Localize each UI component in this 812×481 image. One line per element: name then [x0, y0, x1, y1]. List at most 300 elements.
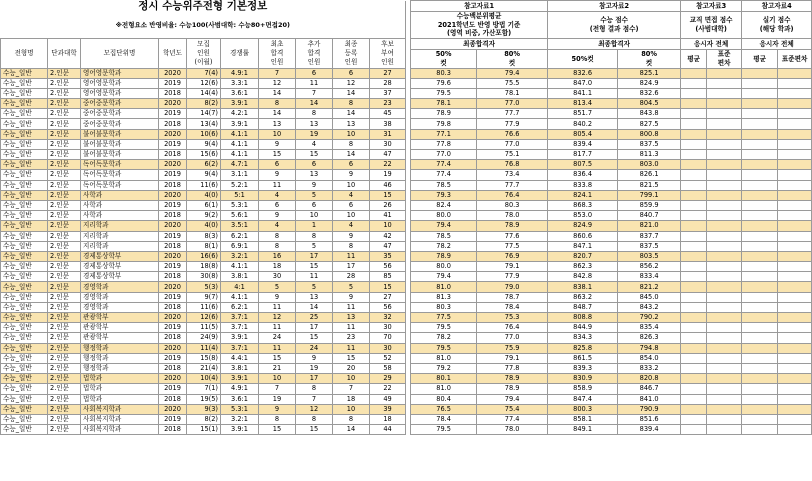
table-cell: 15 [296, 150, 333, 160]
table-cell: 수능_일반 [1, 78, 48, 88]
table-cell: 47 [370, 241, 406, 251]
table-cell: 2.인문 [48, 139, 81, 149]
table-cell: 6 [296, 200, 333, 210]
table-cell-empty [707, 160, 742, 170]
table-cell-empty [707, 394, 742, 404]
table-cell: 지리학과 [81, 231, 159, 241]
table-cell-empty [778, 129, 812, 139]
table-cell-empty [778, 333, 812, 343]
table-cell: 843.8 [618, 109, 681, 119]
table-cell: 827.5 [618, 119, 681, 129]
table-cell-empty [742, 231, 778, 241]
table-cell: 수능_일반 [1, 404, 48, 414]
table-cell: 77.0 [477, 99, 548, 109]
table-cell: 77.8 [477, 363, 548, 373]
table-cell: 6 [296, 160, 333, 170]
table-cell-empty [681, 425, 707, 435]
table-cell-empty [778, 211, 812, 221]
table-cell-empty [707, 129, 742, 139]
table-cell: 811.3 [618, 150, 681, 160]
table-cell-empty [742, 282, 778, 292]
table-cell-empty [742, 170, 778, 180]
table-cell: 8(3) [187, 231, 221, 241]
table-cell: 800.8 [618, 129, 681, 139]
table-cell: 77.4 [411, 170, 477, 180]
table-cell: 3.6:1 [221, 88, 259, 98]
table-cell: 수능_일반 [1, 384, 48, 394]
table-cell: 4.2:1 [221, 109, 259, 119]
ref4-desc [742, 12, 812, 39]
table-cell: 82.4 [411, 200, 477, 210]
table-row [1, 221, 812, 231]
table-cell: 77.4 [411, 160, 477, 170]
ref4-desc2: (해당 학과) [759, 24, 794, 33]
table-cell: 847.1 [548, 241, 618, 251]
table-cell: 79.1 [477, 262, 548, 272]
table-cell: 11 [333, 302, 370, 312]
table-cell-empty [778, 343, 812, 353]
table-cell: 860.6 [548, 231, 618, 241]
table-cell: 2.인문 [48, 363, 81, 373]
table-cell: 42 [370, 231, 406, 241]
table-cell: 813.4 [548, 99, 618, 109]
table-cell: 848.7 [548, 302, 618, 312]
table-cell: 81.0 [411, 384, 477, 394]
table-cell: 839.4 [618, 425, 681, 435]
table-cell: 9 [296, 180, 333, 190]
table-cell-empty [681, 170, 707, 180]
table-cell: 수능_일반 [1, 251, 48, 261]
hdr-type: 전형명 [1, 38, 48, 68]
table-cell: 77.4 [477, 414, 548, 424]
table-cell: 847.0 [548, 78, 618, 88]
table-row [1, 88, 812, 98]
table-cell: 5 [259, 282, 296, 292]
table-cell: 2.인문 [48, 272, 81, 282]
table-cell: 77.9 [477, 119, 548, 129]
table-cell: 5.6:1 [221, 211, 259, 221]
table-cell: 79.3 [411, 190, 477, 200]
table-cell: 858.1 [548, 414, 618, 424]
table-row [1, 384, 812, 394]
table-cell: 49 [370, 394, 406, 404]
table-cell: 78.9 [477, 374, 548, 384]
table-cell: 800.3 [548, 404, 618, 414]
table-cell: 11 [333, 343, 370, 353]
table-cell: 6(2) [187, 160, 221, 170]
ref2-label: 참고자료2 [548, 1, 681, 12]
table-cell: 9 [333, 231, 370, 241]
table-cell: 4:1 [221, 282, 259, 292]
ref1-label: 참고자료1 [411, 1, 548, 12]
table-cell: 9 [259, 404, 296, 414]
table-cell-empty [707, 139, 742, 149]
table-cell: 4 [333, 190, 370, 200]
table-cell-empty [742, 68, 778, 78]
table-cell: 2019 [159, 414, 187, 424]
table-cell: 9 [259, 139, 296, 149]
table-cell-empty [778, 88, 812, 98]
table-cell: 18(8) [187, 262, 221, 272]
table-cell: 81.3 [411, 292, 477, 302]
table-cell: 79.1 [477, 353, 548, 363]
table-cell: 사학과 [81, 200, 159, 210]
ref1-c2: 80% 컷 [477, 49, 548, 68]
ref1-desc3: (영역 비중, 가산포함) [447, 29, 512, 37]
table-cell: 2.인문 [48, 262, 81, 272]
table-cell: 6 [296, 68, 333, 78]
hdr-wait: 후보 부여 인원 [370, 38, 406, 68]
table-cell: 2018 [159, 363, 187, 373]
table-cell: 23 [333, 333, 370, 343]
table-cell: 2020 [159, 99, 187, 109]
table-cell: 8(2) [187, 414, 221, 424]
table-cell: 17 [296, 251, 333, 261]
table-cell: 820.7 [548, 251, 618, 261]
table-cell: 수능_일반 [1, 363, 48, 373]
table-cell: 58 [370, 363, 406, 373]
table-cell: 10 [296, 211, 333, 221]
table-cell: 81.0 [411, 353, 477, 363]
table-cell: 56 [370, 302, 406, 312]
table-cell: 8 [333, 99, 370, 109]
table-cell: 77.6 [477, 231, 548, 241]
table-cell: 2020 [159, 68, 187, 78]
table-cell: 75.1 [477, 150, 548, 160]
table-cell: 2019 [159, 78, 187, 88]
table-row [1, 180, 812, 190]
table-cell: 75.3 [477, 313, 548, 323]
table-cell: 2.인문 [48, 231, 81, 241]
table-cell: 2018 [159, 241, 187, 251]
table-cell: 28 [333, 272, 370, 282]
table-cell: 3.9:1 [221, 425, 259, 435]
table-cell: 11 [259, 323, 296, 333]
table-cell: 16 [259, 251, 296, 261]
table-cell: 수능_일반 [1, 99, 48, 109]
table-cell: 15(1) [187, 425, 221, 435]
table-cell: 804.5 [618, 99, 681, 109]
table-cell: 2018 [159, 302, 187, 312]
table-cell: 중어중문학과 [81, 109, 159, 119]
table-row [1, 170, 812, 180]
table-cell: 2018 [159, 119, 187, 129]
table-cell: 8 [333, 241, 370, 251]
table-cell: 수능_일반 [1, 211, 48, 221]
table-cell-empty [681, 68, 707, 78]
table-cell: 8 [259, 99, 296, 109]
table-cell: 4 [333, 221, 370, 231]
table-cell: 79.4 [477, 394, 548, 404]
table-cell: 11 [259, 180, 296, 190]
table-cell: 79.6 [411, 78, 477, 88]
table-cell: 13 [333, 313, 370, 323]
table-cell: 14 [259, 109, 296, 119]
table-cell: 2.인문 [48, 333, 81, 343]
table-cell: 2.인문 [48, 384, 81, 394]
table-cell-empty [681, 190, 707, 200]
table-cell-empty [681, 414, 707, 424]
table-cell: 833.8 [548, 180, 618, 190]
table-cell-empty [742, 139, 778, 149]
table-cell: 79.5 [411, 425, 477, 435]
table-cell: 858.9 [548, 384, 618, 394]
table-cell: 14(7) [187, 109, 221, 119]
table-cell: 10 [370, 221, 406, 231]
table-cell-empty [681, 404, 707, 414]
table-cell-empty [707, 313, 742, 323]
table-cell: 2018 [159, 272, 187, 282]
table-cell-empty [681, 323, 707, 333]
table-cell: 수능_일반 [1, 394, 48, 404]
table-cell: 18 [370, 414, 406, 424]
table-row [1, 211, 812, 221]
table-cell-empty [778, 302, 812, 312]
table-cell: 14 [333, 150, 370, 160]
table-cell: 수능_일반 [1, 425, 48, 435]
table-cell: 861.5 [548, 353, 618, 363]
table-cell-empty [681, 262, 707, 272]
hdr-final: 최종 등록 인원 [333, 38, 370, 68]
table-cell: 9(4) [187, 170, 221, 180]
table-cell-empty [742, 302, 778, 312]
table-cell: 10 [259, 374, 296, 384]
table-cell-empty [778, 150, 812, 160]
table-cell: 824.1 [548, 190, 618, 200]
table-cell: 2.인문 [48, 170, 81, 180]
table-cell: 수능_일반 [1, 231, 48, 241]
table-cell-empty [778, 241, 812, 251]
table-cell-empty [681, 88, 707, 98]
table-cell: 80.4 [411, 394, 477, 404]
table-cell: 8 [259, 231, 296, 241]
table-cell-empty [778, 170, 812, 180]
table-cell: 2.인문 [48, 425, 81, 435]
table-cell: 5.3:1 [221, 404, 259, 414]
table-cell-empty [778, 353, 812, 363]
table-cell: 사회복지학과 [81, 404, 159, 414]
table-cell: 수능_일반 [1, 190, 48, 200]
table-row [1, 190, 812, 200]
table-cell: 76.8 [477, 160, 548, 170]
table-cell-empty [681, 374, 707, 384]
table-cell: 4 [296, 139, 333, 149]
table-cell: 4(0) [187, 190, 221, 200]
table-cell: 826.3 [618, 333, 681, 343]
table-cell: 15 [296, 425, 333, 435]
table-cell: 47 [370, 150, 406, 160]
table-row [1, 119, 812, 129]
table-cell: 10 [259, 129, 296, 139]
table-cell: 10(6) [187, 129, 221, 139]
table-cell: 846.7 [618, 384, 681, 394]
table-cell: 4.9:1 [221, 384, 259, 394]
table-cell-empty [707, 282, 742, 292]
table-cell: 21 [259, 363, 296, 373]
table-cell: 4.1:1 [221, 129, 259, 139]
table-cell-empty [778, 109, 812, 119]
table-cell: 6.2:1 [221, 231, 259, 241]
table-cell: 11 [259, 343, 296, 353]
table-cell: 3.7:1 [221, 343, 259, 353]
table-cell: 독어독문학과 [81, 170, 159, 180]
table-cell: 78.9 [477, 384, 548, 394]
table-row [1, 241, 812, 251]
table-cell: 24(9) [187, 333, 221, 343]
table-cell: 2019 [159, 353, 187, 363]
table-cell: 73.4 [477, 170, 548, 180]
table-cell: 7 [259, 384, 296, 394]
ref1-desc2: 2021학년도 반영 방법 기준 [437, 20, 521, 29]
table-cell: 844.9 [548, 323, 618, 333]
table-cell: 행정학과 [81, 343, 159, 353]
table-cell: 3.7:1 [221, 313, 259, 323]
table-row [1, 425, 812, 435]
ref3-desc [681, 12, 742, 39]
table-cell: 2018 [159, 425, 187, 435]
table-cell: 79.5 [411, 323, 477, 333]
table-cell: 4.7:1 [221, 160, 259, 170]
table-cell: 78.0 [477, 211, 548, 221]
table-cell: 수능_일반 [1, 374, 48, 384]
table-cell: 14 [333, 425, 370, 435]
title-cell [1, 1, 406, 12]
table-cell: 2018 [159, 88, 187, 98]
table-cell: 9(2) [187, 211, 221, 221]
table-cell: 41 [370, 211, 406, 221]
table-cell: 19 [296, 129, 333, 139]
table-cell: 4.1:1 [221, 262, 259, 272]
table-cell: 7 [333, 384, 370, 394]
table-cell: 832.6 [618, 88, 681, 98]
ratio-note: ※전형요소 반영비율: 수능100(사범대학: 수능80+면접20) [1, 12, 406, 39]
table-cell: 2.인문 [48, 109, 81, 119]
table-cell: 2018 [159, 180, 187, 190]
table-cell: 834.3 [548, 333, 618, 343]
table-cell: 25 [296, 313, 333, 323]
table-cell: 13 [296, 292, 333, 302]
table-cell: 2.인문 [48, 68, 81, 78]
table-cell-empty [742, 313, 778, 323]
table-cell: 79.0 [477, 282, 548, 292]
table-cell-empty [707, 88, 742, 98]
table-cell-empty [707, 190, 742, 200]
table-cell: 80.0 [411, 211, 477, 221]
table-cell: 13 [296, 119, 333, 129]
table-cell-empty [707, 404, 742, 414]
table-cell: 22 [370, 384, 406, 394]
table-cell: 8(1) [187, 241, 221, 251]
table-cell-empty [778, 139, 812, 149]
table-cell: 856.2 [618, 262, 681, 272]
table-cell: 수능_일반 [1, 343, 48, 353]
table-row [1, 292, 812, 302]
table-cell: 46 [370, 180, 406, 190]
table-cell: 22 [370, 160, 406, 170]
table-cell: 수능_일반 [1, 150, 48, 160]
table-cell: 805.4 [548, 129, 618, 139]
table-cell: 30 [370, 323, 406, 333]
table-row [1, 272, 812, 282]
table-cell-empty [778, 99, 812, 109]
table-cell: 3.7:1 [221, 323, 259, 333]
table-cell: 2020 [159, 160, 187, 170]
table-cell: 수능_일반 [1, 292, 48, 302]
table-cell: 75.4 [477, 404, 548, 414]
table-cell-empty [681, 200, 707, 210]
table-cell: 수능_일반 [1, 282, 48, 292]
table-cell-empty [707, 99, 742, 109]
table-cell-empty [742, 221, 778, 231]
table-cell: 9 [333, 292, 370, 302]
table-cell-empty [778, 221, 812, 231]
table-cell: 15 [370, 190, 406, 200]
table-cell: 799.1 [618, 190, 681, 200]
table-cell: 2018 [159, 394, 187, 404]
table-cell: 12 [333, 78, 370, 88]
table-cell-empty [742, 292, 778, 302]
table-cell-empty [707, 333, 742, 343]
ref1-sub: 최종합격자 [411, 38, 548, 49]
table-row [1, 404, 812, 414]
table-cell-empty [778, 282, 812, 292]
table-cell: 80.3 [411, 68, 477, 78]
table-cell-empty [778, 180, 812, 190]
table-cell-empty [778, 251, 812, 261]
table-cell: 15 [296, 262, 333, 272]
table-cell: 15 [333, 353, 370, 363]
table-cell: 수능_일반 [1, 323, 48, 333]
table-cell: 841.0 [618, 394, 681, 404]
table-cell-empty [707, 150, 742, 160]
table-cell: 16(6) [187, 251, 221, 261]
table-cell-empty [681, 363, 707, 373]
table-cell: 12(6) [187, 313, 221, 323]
table-cell: 851.6 [618, 414, 681, 424]
table-cell: 837.7 [618, 231, 681, 241]
table-cell: 지리학과 [81, 241, 159, 251]
table-cell-empty [681, 394, 707, 404]
table-cell-empty [742, 160, 778, 170]
table-cell: 8 [296, 231, 333, 241]
table-cell: 3.8:1 [221, 363, 259, 373]
table-cell: 4 [259, 190, 296, 200]
table-cell: 15 [370, 282, 406, 292]
table-cell: 790.2 [618, 313, 681, 323]
table-cell: 3.9:1 [221, 374, 259, 384]
table-cell: 2.인문 [48, 404, 81, 414]
table-cell: 24 [296, 343, 333, 353]
table-cell-empty [681, 272, 707, 282]
table-cell: 영어영문학과 [81, 78, 159, 88]
table-cell: 3.5:1 [221, 221, 259, 231]
table-cell: 수능_일반 [1, 221, 48, 231]
table-cell: 2.인문 [48, 251, 81, 261]
table-cell: 841.1 [548, 88, 618, 98]
table-cell: 5 [296, 282, 333, 292]
table-cell: 78.9 [411, 251, 477, 261]
table-cell: 2019 [159, 323, 187, 333]
ref4-c2: 표준편차 [778, 49, 812, 68]
table-cell: 79.2 [411, 363, 477, 373]
hdr-quota: 모집 인원 (이월) [187, 38, 221, 68]
table-cell: 78.5 [411, 180, 477, 190]
table-cell-empty [707, 414, 742, 424]
table-cell-empty [681, 302, 707, 312]
table-row [1, 414, 812, 424]
table-cell: 7(1) [187, 384, 221, 394]
table-cell: 859.9 [618, 200, 681, 210]
